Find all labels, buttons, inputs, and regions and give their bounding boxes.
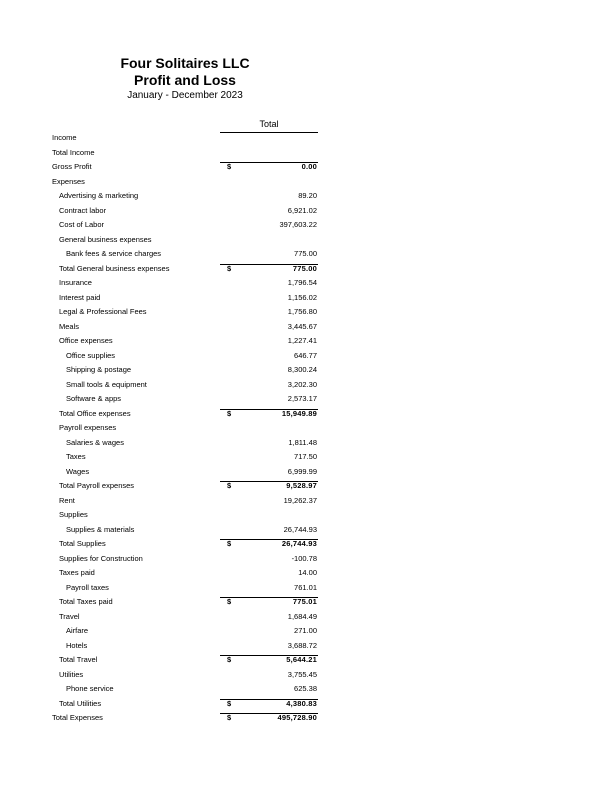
row-amount: 3,445.67 <box>287 321 317 331</box>
row-label: Supplies & materials <box>66 524 135 534</box>
row-label: Rent <box>59 495 75 505</box>
row-amount: 1,684.49 <box>287 611 317 621</box>
row-label: Total Expenses <box>52 713 103 722</box>
row-label: Total General business expenses <box>59 263 170 273</box>
row-amount: 0.00 <box>301 162 317 171</box>
row-amount: 19,262.37 <box>283 495 317 505</box>
currency-symbol: $ <box>227 713 232 722</box>
table-row <box>0 334 612 349</box>
row-label: Expenses <box>52 176 85 186</box>
row-amount: 271.00 <box>294 626 317 635</box>
table-row <box>0 131 612 146</box>
table-row <box>0 668 612 683</box>
row-label: Legal & Professional Fees <box>59 307 147 316</box>
row-label: Advertising & marketing <box>59 191 139 200</box>
row-amount: -100.78 <box>291 553 317 563</box>
table-row <box>0 581 612 596</box>
report-table <box>0 131 612 726</box>
row-label: Hotels <box>66 640 88 650</box>
row-amount: 26,744.93 <box>283 524 317 534</box>
currency-symbol: $ <box>227 539 232 548</box>
row-label: General business expenses <box>59 234 152 244</box>
row-label: Utilities <box>59 669 84 679</box>
row-label: Phone service <box>66 684 114 693</box>
row-amount: 397,603.22 <box>279 220 317 229</box>
currency-symbol: $ <box>227 481 232 490</box>
row-label: Bank fees & service charges <box>66 249 162 258</box>
row-amount: 14.00 <box>298 568 317 577</box>
row-amount: 1,227.41 <box>287 336 317 345</box>
row-label: Total Office expenses <box>59 408 131 418</box>
table-row <box>0 639 612 654</box>
row-amount: 5,644.21 <box>286 655 317 664</box>
company-name: Four Solitaires LLC <box>120 55 250 71</box>
currency-symbol: $ <box>227 408 232 418</box>
table-row <box>0 320 612 335</box>
row-amount: 3,688.72 <box>287 640 317 650</box>
row-label: Total Income <box>52 147 95 157</box>
table-row <box>0 247 612 262</box>
row-label: Shipping & postage <box>66 365 132 374</box>
currency-symbol: $ <box>227 162 232 171</box>
row-label: Office expenses <box>59 336 113 345</box>
currency-symbol: $ <box>227 655 232 664</box>
table-row <box>0 218 612 233</box>
total-row <box>0 160 612 175</box>
row-amount: 2,573.17 <box>287 394 317 403</box>
total-row <box>0 653 612 668</box>
row-label: Office supplies <box>66 350 116 360</box>
row-label: Gross Profit <box>52 162 92 171</box>
row-amount: 89.20 <box>298 191 317 200</box>
row-label: Supplies for Construction <box>59 553 143 563</box>
row-amount: 15,949.89 <box>281 408 317 418</box>
row-label: Insurance <box>59 278 92 287</box>
row-label: Total Utilities <box>59 698 102 708</box>
table-row <box>0 276 612 291</box>
table-row <box>0 508 612 523</box>
table-row <box>0 146 612 161</box>
table-row <box>0 378 612 393</box>
row-amount: 1,756.80 <box>287 307 317 316</box>
row-label: Interest paid <box>59 292 101 302</box>
currency-symbol: $ <box>227 698 232 708</box>
row-label: Salaries & wages <box>66 437 124 447</box>
table-row <box>0 465 612 480</box>
row-amount: 26,744.93 <box>281 539 317 548</box>
row-label: Total Payroll expenses <box>59 481 135 490</box>
row-amount: 646.77 <box>294 350 317 360</box>
total-row <box>0 595 612 610</box>
row-amount: 9,528.97 <box>286 481 317 490</box>
row-amount: 625.38 <box>294 684 317 693</box>
table-row <box>0 552 612 567</box>
total-row <box>0 479 612 494</box>
row-amount: 761.01 <box>294 582 317 592</box>
currency-symbol: $ <box>227 263 232 273</box>
table-row <box>0 682 612 697</box>
row-label: Supplies <box>59 510 88 519</box>
row-amount: 717.50 <box>294 452 317 461</box>
table-row <box>0 450 612 465</box>
table-row <box>0 392 612 407</box>
table-row <box>0 523 612 538</box>
row-amount: 6,999.99 <box>287 466 317 476</box>
row-label: Taxes paid <box>59 568 95 577</box>
table-row <box>0 189 612 204</box>
row-label: Payroll expenses <box>59 423 117 432</box>
row-label: Payroll taxes <box>66 582 109 592</box>
row-label: Taxes <box>66 452 86 461</box>
total-row <box>0 697 612 712</box>
total-row <box>0 711 612 726</box>
row-label: Airfare <box>66 626 89 635</box>
row-amount: 495,728.90 <box>277 713 317 722</box>
total-row <box>0 262 612 277</box>
row-label: Small tools & equipment <box>66 379 147 389</box>
table-row <box>0 610 612 625</box>
table-row <box>0 233 612 248</box>
row-amount: 4,380.83 <box>286 698 317 708</box>
row-amount: 1,811.48 <box>288 437 317 447</box>
row-amount: 775.00 <box>292 263 317 273</box>
row-label: Software & apps <box>66 394 122 403</box>
report-title: Profit and Loss <box>134 72 236 88</box>
row-amount: 6,921.02 <box>287 205 317 215</box>
report-period: January - December 2023 <box>127 90 243 101</box>
table-row <box>0 566 612 581</box>
row-label: Income <box>52 133 77 142</box>
row-label: Contract labor <box>59 205 107 215</box>
total-row <box>0 537 612 552</box>
row-amount: 775.01 <box>292 597 317 606</box>
table-row <box>0 624 612 639</box>
row-label: Cost of Labor <box>59 220 105 229</box>
column-header-total: Total <box>259 119 279 129</box>
row-amount: 1,796.54 <box>287 278 317 287</box>
row-amount: 1,156.02 <box>287 292 317 302</box>
row-amount: 3,202.30 <box>287 379 317 389</box>
table-row <box>0 421 612 436</box>
currency-symbol: $ <box>227 597 232 606</box>
table-row <box>0 349 612 364</box>
table-row <box>0 363 612 378</box>
table-row <box>0 204 612 219</box>
row-amount: 775.00 <box>294 249 317 258</box>
row-label: Travel <box>59 611 80 621</box>
row-label: Total Travel <box>59 655 98 664</box>
row-amount: 8,300.24 <box>287 365 317 374</box>
row-amount: 3,755.45 <box>287 669 317 679</box>
table-row <box>0 175 612 190</box>
table-row <box>0 494 612 509</box>
row-label: Total Taxes paid <box>59 597 113 606</box>
total-row <box>0 407 612 422</box>
table-row <box>0 291 612 306</box>
table-row <box>0 436 612 451</box>
row-label: Total Supplies <box>59 539 106 548</box>
row-label: Meals <box>59 321 80 331</box>
table-row <box>0 305 612 320</box>
row-label: Wages <box>66 466 90 476</box>
